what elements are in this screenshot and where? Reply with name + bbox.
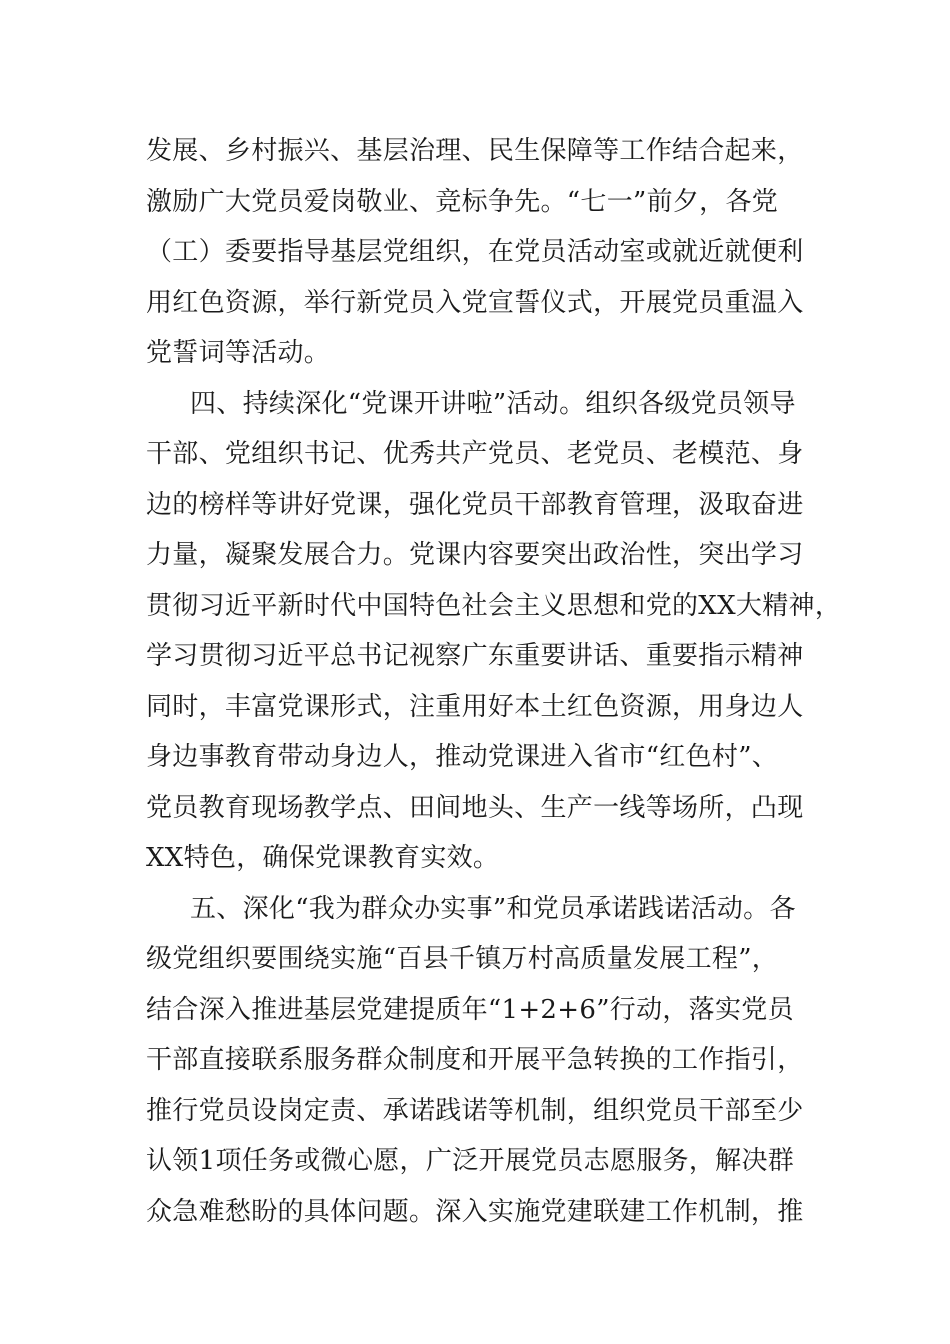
text-line: 结合深入推进基层党建提质年“1+2+6”行动，落实党员	[146, 994, 794, 1025]
text-line: 激励广大党员爱岗敬业、竞标争先。“七一”前夕，各党	[146, 186, 779, 217]
text-line: 认领1项任务或微心愿，广泛开展党员志愿服务，解决群	[146, 1146, 795, 1176]
document-body	[146, 126, 842, 1237]
text-line: XX特色，确保党课教育实效。	[146, 843, 500, 873]
text-line: 边的榜样等讲好党课，强化党员干部教育管理，汲取奋进	[146, 489, 804, 520]
text-line: 同时，丰富党课形式，注重用好本土红色资源，用身边人	[146, 691, 804, 722]
text-line: 推行党员设岗定责、承诺践诺等机制，组织党员干部至少	[146, 1095, 804, 1126]
text-line: 干部直接联系服务群众制度和开展平急转换的工作指引，	[146, 1045, 804, 1075]
text-line: 级党组织要围绕实施“百县千镇万村高质量发展工程”，	[146, 944, 779, 974]
text-line: 身边事教育带动身边人，推动党课进入省市“红色村”、	[146, 742, 779, 772]
text-line: 党员教育现场教学点、田间地头、生产一线等场所，凸现	[146, 792, 804, 823]
text-line: （工）委要指导基层党组织，在党员活动室或就近就便利	[146, 237, 804, 267]
text-line: 发展、乡村振兴、基层治理、民生保障等工作结合起来，	[146, 136, 804, 166]
section-five-heading-line: 五、深化“我为群众办实事”和党员承诺践诺活动。各	[190, 893, 796, 924]
text-line: 用红色资源，举行新党员入党宣誓仪式，开展党员重温入	[146, 287, 804, 318]
text-line: 力量，凝聚发展合力。党课内容要突出政治性，突出学习	[146, 540, 804, 570]
text-line: 众急难愁盼的具体问题。深入实施党建联建工作机制，推	[146, 1196, 804, 1227]
text-line: 学习贯彻习近平总书记视察广东重要讲话、重要指示精神	[146, 641, 804, 671]
text-line: 党誓词等活动。	[146, 338, 331, 368]
text-line: 干部、党组织书记、优秀共产党员、老党员、老模范、身	[146, 439, 804, 469]
text-line: 贯彻习近平新时代中国特色社会主义思想和党的XX大精神，	[146, 590, 842, 621]
section-four-heading-line: 四、持续深化“党课开讲啦”活动。组织各级党员领导	[190, 388, 796, 419]
